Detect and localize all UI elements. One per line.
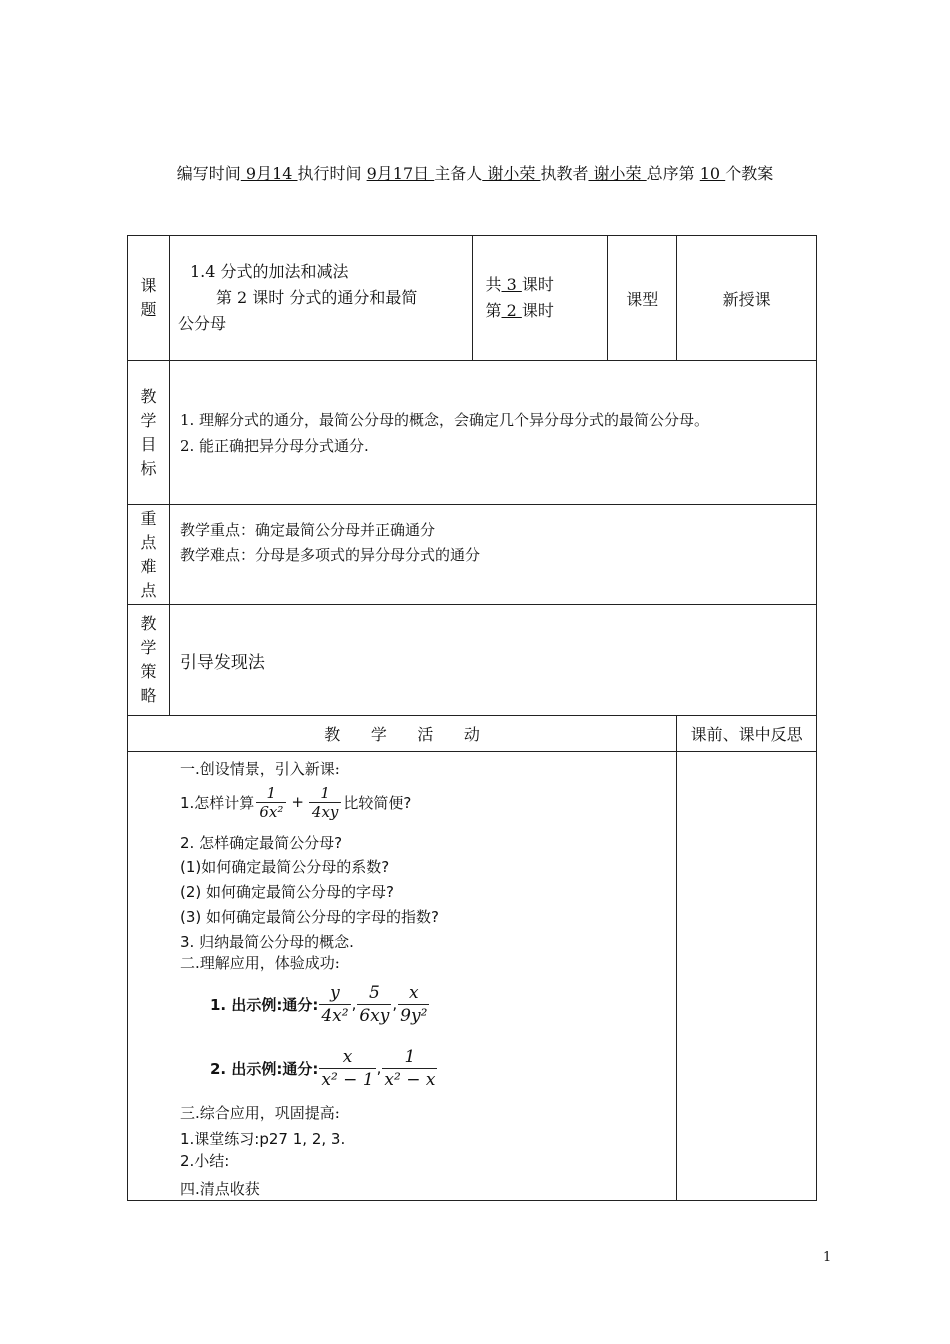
section-three-title: 三.综合应用，巩固提高: — [180, 1104, 340, 1122]
lesson-subtitle-continued: 公分母 — [177, 314, 226, 333]
question-3: 3. 归纳最简公分母的概念. — [180, 933, 354, 951]
activity-header-row — [128, 716, 817, 752]
label-char: 目 — [140, 434, 157, 454]
label-char: 学 — [140, 638, 157, 657]
section-one-title: 一.创设情景，引入新课: — [180, 760, 340, 778]
lesson-type-label: 课型 — [608, 236, 677, 361]
exec-time-label: 执行时间 — [297, 164, 367, 183]
total-periods-suffix: 课时 — [521, 275, 554, 294]
fraction-denominator: 6xy — [359, 1005, 390, 1026]
example-2-label: 2. 出示例:通分: — [210, 1059, 319, 1078]
fraction-numerator: 1 — [320, 783, 330, 802]
lesson-plan-table — [127, 235, 817, 1201]
teaching-strategy-value: 引导发现法 — [169, 605, 816, 716]
fraction — [382, 1046, 437, 1091]
write-time-label: 编写时间 — [176, 164, 241, 183]
key-points-label — [128, 505, 170, 605]
fraction — [256, 784, 286, 821]
fraction — [357, 982, 391, 1027]
teaching-goals-cell — [169, 361, 816, 505]
fraction-denominator: x² − x — [384, 1069, 436, 1090]
fraction — [319, 982, 350, 1027]
label-char: 略 — [140, 686, 157, 705]
fraction-numerator: 1 — [404, 1046, 416, 1067]
page-number: 1 — [823, 1250, 832, 1265]
fraction-denominator: 4xy — [309, 802, 341, 821]
lesson-title: 1.4 分式的加法和减法 — [189, 262, 349, 281]
question-2: 2. 怎样确定最简公分母? — [180, 834, 343, 852]
plan-count-label: 个教案 — [725, 164, 774, 183]
lesson-title-row — [128, 236, 817, 361]
current-period-value: 2 — [501, 301, 522, 320]
fraction-numerator: 5 — [368, 982, 380, 1003]
total-periods — [485, 272, 607, 298]
write-date: 9月14 — [240, 164, 298, 183]
goal-item: 2. 能正确把异分母分式通分. — [179, 436, 369, 455]
plus-sign: + — [291, 793, 304, 811]
teaching-strategy-label — [128, 605, 170, 716]
label-char: 点 — [140, 532, 157, 552]
label-char: 学 — [140, 410, 157, 430]
label-char: 题 — [140, 300, 157, 319]
fraction — [319, 1046, 375, 1091]
question-2a: (1)如何确定最简公分母的系数? — [180, 858, 390, 876]
label-char: 点 — [140, 580, 157, 600]
practice-item: 1.课堂练习:p27 1, 2, 3. — [180, 1130, 346, 1148]
section-two-title: 二.理解应用，体验成功: — [180, 954, 340, 972]
label-char: 难 — [140, 556, 157, 576]
label-char: 课 — [140, 276, 157, 295]
fraction-denominator: 9y² — [400, 1005, 428, 1026]
activity-cell — [128, 752, 677, 1201]
teaching-strategy-row — [128, 605, 817, 716]
total-periods-value: 3 — [501, 275, 522, 294]
fraction-denominator: x² − 1 — [321, 1069, 374, 1090]
example-1-label: 1. 出示例:通分: — [210, 995, 319, 1014]
period-count-cell — [473, 236, 608, 361]
key-point: 教学重点：确定最简公分母并正确通分 — [179, 521, 435, 539]
fraction-numerator: y — [330, 982, 340, 1003]
key-points-row — [128, 505, 817, 605]
key-points-cell — [169, 505, 816, 605]
summary-item: 2.小结: — [180, 1152, 230, 1170]
question-2c: (3) 如何确定最简公分母的字母的指数? — [180, 908, 439, 926]
label-char: 重 — [140, 508, 157, 528]
lesson-title-cell — [169, 236, 473, 361]
goal-item: 1. 理解分式的通分，最简公分母的概念，会确定几个异分母分式的最简公分母。 — [179, 410, 710, 429]
fraction-denominator: 4x² — [321, 1005, 349, 1026]
total-periods-prefix: 共 — [485, 275, 502, 294]
current-period — [485, 298, 607, 324]
lesson-type-value: 新授课 — [677, 236, 817, 361]
sequence-number: 10 — [699, 164, 726, 183]
activity-content — [128, 752, 676, 1197]
fraction — [309, 784, 341, 821]
teacher-name: 谢小荣 — [588, 164, 647, 183]
fraction-numerator: x — [408, 982, 419, 1003]
label-char: 策 — [140, 662, 157, 681]
fraction-denominator: 6x² — [256, 802, 286, 821]
example-2: 2. 出示例:通分: $\frac{x}{\text{x² − 1}}$ , $\frac{1}{\text{x² − x}}$ — [210, 1046, 436, 1090]
label-char: 标 — [140, 458, 157, 478]
teacher-label: 执教者 — [540, 164, 589, 183]
activity-header: 教 学 活 动 — [128, 716, 677, 752]
fraction-numerator: 1 — [266, 783, 277, 802]
current-period-suffix: 课时 — [521, 301, 554, 320]
question-1-prefix: 1.怎样计算 — [180, 793, 255, 812]
exec-date: 9月17日 — [366, 164, 435, 183]
example-1: 1. 出示例:通分: $\frac{y}{\text{4x²}}$ , $\frac{5}{6xy}$ , $\frac{x}{\text{9y²}}$ — [210, 982, 428, 1026]
difficulty-point: 教学难点：分母是多项式的异分母分式的通分 — [179, 546, 480, 564]
question-1-suffix: 比较简便? — [343, 793, 412, 812]
reflection-header: 课前、课中反思 — [677, 716, 817, 752]
question-2b: (2) 如何确定最简公分母的字母? — [180, 883, 394, 901]
activity-body-row — [128, 752, 817, 1201]
section-four-title: 四.清点收获 — [180, 1180, 260, 1198]
main-preparer: 谢小荣 — [482, 164, 541, 183]
teaching-goals-row — [128, 361, 817, 505]
teaching-goals-label — [128, 361, 170, 505]
main-preparer-label: 主备人 — [434, 164, 483, 183]
reflection-cell — [677, 752, 817, 1201]
question-1 — [180, 778, 411, 826]
fraction-numerator: x — [342, 1046, 353, 1067]
lesson-title-label — [128, 236, 170, 361]
current-period-prefix: 第 — [485, 301, 502, 320]
lesson-subtitle: 第 2 课时 分式的通分和最简 — [215, 288, 418, 307]
label-char: 教 — [140, 386, 157, 406]
fraction — [398, 982, 429, 1027]
sequence-label: 总序第 — [646, 164, 700, 183]
lesson-plan-header — [0, 161, 950, 184]
label-char: 教 — [140, 614, 157, 633]
